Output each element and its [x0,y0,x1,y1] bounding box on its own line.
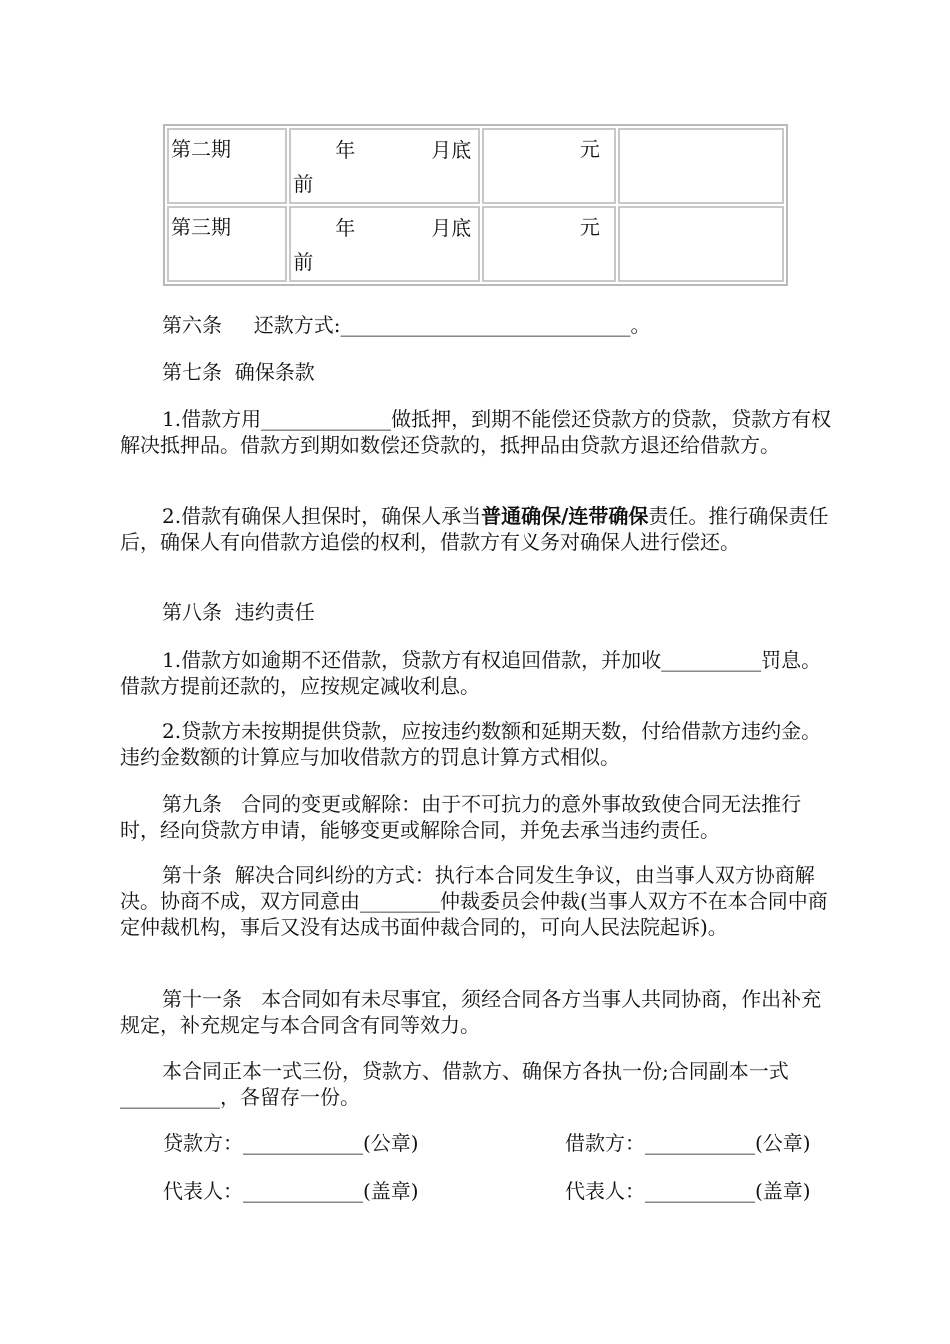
amount-cell: 元 [482,206,616,282]
period-cell: 第二期 [167,128,287,204]
borrower-signature-line: 借款方：___________(公章) [565,1131,811,1155]
note-cell [618,128,784,204]
month-label: 月底 [431,216,472,240]
table-row [167,206,784,282]
repayment-schedule-table [163,124,788,286]
period-cell: 第三期 [167,206,287,282]
month-label: 月底 [431,138,472,162]
article-11: 第十一条 本合同如有未尽事宜，须经合同各方当事人共同协商，作出补充规定，补充规定与本合同含有同等效力。 [120,987,822,1037]
table-row [167,128,784,204]
clause-text: 责任。推行确保责任后，确保人有向借款方追偿的权利，借款方有义务对确保人进行偿还。 [120,504,829,554]
lender-signature-line: 贷款方：____________(公章) [163,1131,419,1155]
date-cell [289,206,479,282]
article-7-clause-2 [120,503,832,555]
date-cell [289,128,479,204]
lender-representative-line: 代表人：____________(盖章) [163,1179,419,1203]
article-8-clause-1: 1.借款方如逾期不还借款，贷款方有权追回借款，并加收__________罚息。借款方提前还款的，应按规定减收利息。 [120,648,822,698]
article-7-clause-1: 1.借款方用_____________做抵押，到期不能偿还贷款方的贷款，贷款方有权解决抵押品。借款方到期如数偿还贷款的，抵押品由贷款方退还给借款方。 [120,407,832,457]
amount-cell: 元 [482,128,616,204]
clause-text: 2.借款有确保人担保时，确保人承当 [162,504,482,528]
article-7-title: 第七条 确保条款 [162,360,315,384]
guarantee-type-bold: 普通确保/连带确保 [481,504,649,528]
article-8-clause-2: 2.贷款方未按期提供贷款，应按违约数额和延期天数，付给借款方违约金。违约金数额的计算应与加收借款方的罚息计算方式相似。 [120,719,822,769]
article-10: 第十条 解决合同纠纷的方式：执行本合同发生争议，由当事人双方协商解决。协商不成，双方同意由________仲裁委员会仲裁(当事人双方不在本合同中商定仲裁机构，事后又没有达成书面仲裁合同的，可向人民法院起诉)。 [120,863,828,939]
before-label: 前 [293,172,314,196]
article-8-title: 第八条 违约责任 [162,600,315,624]
year-label: 年 [335,138,356,162]
note-cell [618,206,784,282]
borrower-representative-line: 代表人：___________(盖章) [565,1179,811,1203]
copies-clause: 本合同正本一式三份，贷款方、借款方、确保方各执一份;合同副本一式__________，各留存一份。 [120,1059,789,1109]
article-6-repayment-method: 第六条 还款方式:_____________________________。 [162,313,651,337]
year-label: 年 [335,216,356,240]
before-label: 前 [293,250,314,274]
article-9: 第九条 合同的变更或解除：由于不可抗力的意外事故致使合同无法推行时，经向贷款方申请，能够变更或解除合同，并免去承当违约责任。 [120,792,802,842]
